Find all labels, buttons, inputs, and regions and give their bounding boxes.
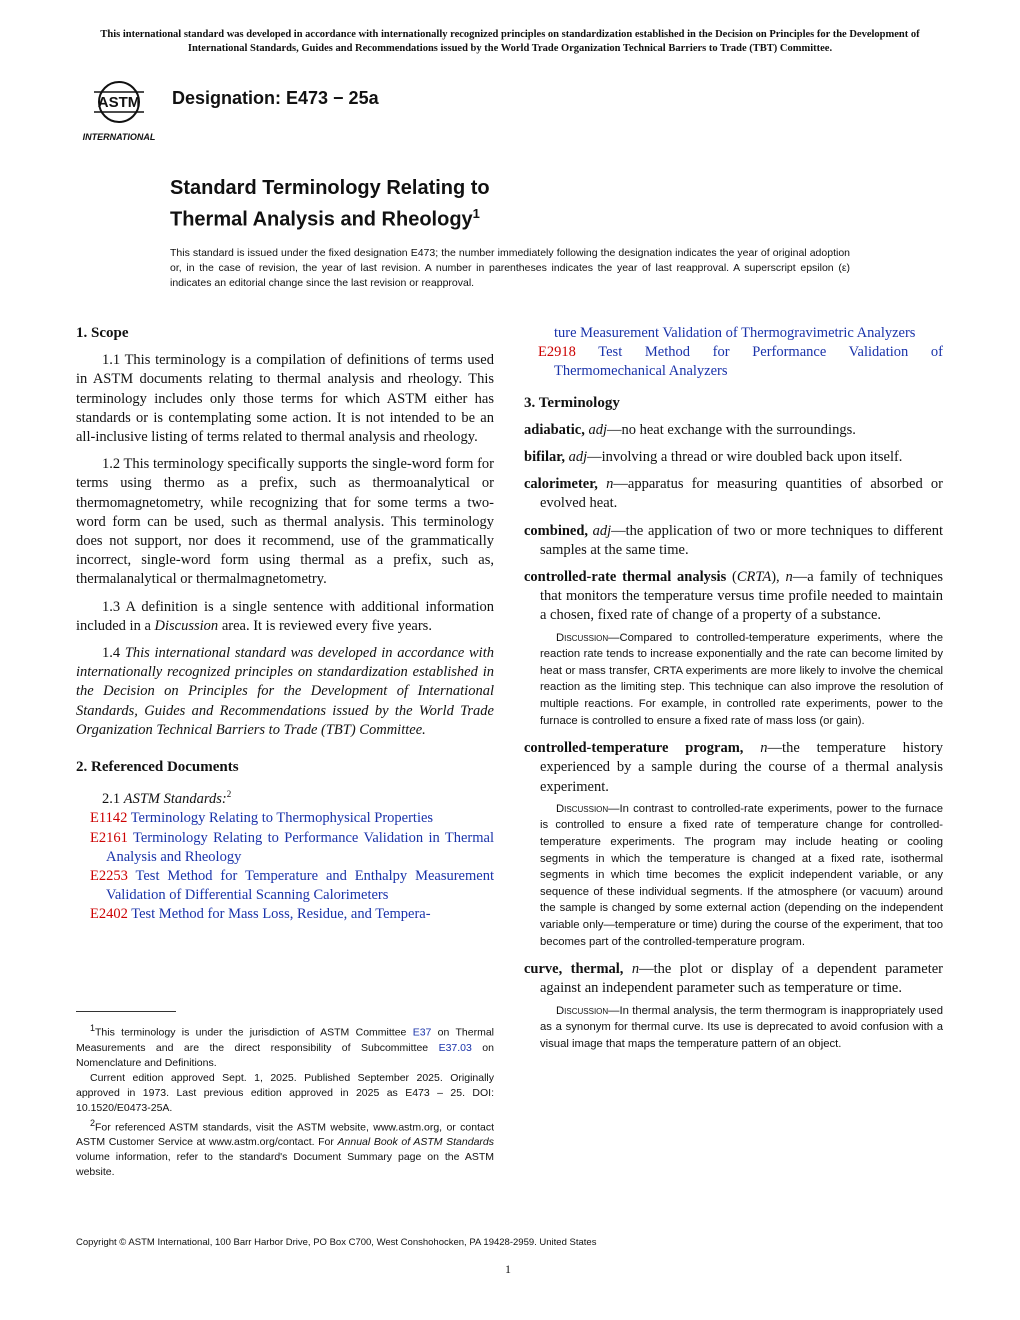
title-line-2: Thermal Analysis and Rheology$^1$ xyxy=(170,206,480,231)
issuance-note: This standard is issued under the fixed designation E473; the number immediately following the designation indicates the year of original adoption or, in the case of revision, the year of last revision. A number in parentheses indicates the year of last reapproval. A superscript epsilon (ε) indicates an editorial change since the last revision or reapproval. xyxy=(170,247,850,289)
ref-e2402-cont[interactable]: ture Measurement Validation of Thermogravimetric Analyzers xyxy=(554,325,916,341)
ref-e2161[interactable]: E2161 Terminology Relating to Performance Validation in Thermal Analysis and Rheology xyxy=(90,829,494,865)
term-bifilar: bifilar, adj—involving a thread or wire doubled back upon itself. xyxy=(524,449,903,466)
ref-e2402[interactable]: E2402 Test Method for Mass Loss, Residue, and Tempera- xyxy=(90,906,431,923)
footnote-1: $^1$This terminology is under the jurisdiction of ASTM Committee E37 on Thermal Measurements and are the direct responsibility of Subcommittee E37.03 on Nomenclature and Definitions. xyxy=(76,1023,494,1069)
refdocs-2-1: 2.1 ASTM Standards:$^2$ xyxy=(102,789,232,808)
scope-1-4: 1.4 This international standard was developed in accordance with internationally recognized principles on standardization established in the Decision on Principles for the Development of International Standards, Guides and Recommendations issued by the World Trade Organization Technical Barriers to Trade (TBT) Committee. xyxy=(76,645,494,738)
astm-logo xyxy=(76,74,162,144)
terminology-heading: 3. Terminology xyxy=(524,394,620,411)
scope-1-1: 1.1 This terminology is a compilation of definitions of terms used in ASTM documents relating to thermal analysis and rheology. This terminology includes only those terms for which ASTM either has standards or is contemplating some action. It is not intended to be an all-inclusive listing of terms related to thermal analysis and rheology. xyxy=(76,352,494,446)
scope-1-2: 1.2 This terminology specifically supports the single-word form for terms using thermo as a prefix, such as thermoanalytical or thermomagnetometry, while recognizing that for some terms a two-word form can be used, such as thermal analysis. This terminology does not support, nor does it recommend, use of the grammatically incorrect, single-word form using thermal as a prefix, such as, thermalanalytical or thermalmagnetometry. xyxy=(76,456,494,588)
footnote-rule xyxy=(76,1011,176,1012)
footnote-2: $^2$For referenced ASTM standards, visit the ASTM website, www.astm.org, or contact ASTM Customer Service at www.astm.org/contact. For Annual Book of ASTM Standards volume information, refer to the standard's Document Summary page on the ASTM website. xyxy=(76,1117,494,1178)
logo-text: ASTM xyxy=(97,94,141,111)
title-line-1: Standard Terminology Relating to xyxy=(170,177,490,199)
scope-1-3: 1.3 A definition is a single sentence with additional information included in a Discussion area. It is reviewed every five years. xyxy=(76,598,494,634)
ref-e2918[interactable]: E2918 Test Method for Performance Validation of Thermomechanical Analyzers xyxy=(538,344,943,380)
right-column xyxy=(524,324,943,1062)
term-curve-thermal: curve, thermal, n—the plot or display of a dependent parameter against an independent parameter such as temperature or time. xyxy=(524,961,944,997)
term-adiabatic: adiabatic, adj—no heat exchange with the surroundings. xyxy=(524,421,856,438)
footnotes xyxy=(76,1021,494,1180)
tbt-banner: This international standard was developed in accordance with internationally recognized principles on standardization established in the Decision on Principles for the Development of International Standards, Guides and Recommendations issued by the World Trade Organization Technical Barriers to Trade (TBT) Committee. xyxy=(100,29,920,54)
discussion-crta: Discussion—Compared to controlled-temperature experiments, where the reaction rate tends to increase exponentially and the rate can become limited by heat or mass transfer, CRTA experiments are more likely to involve the chemical reaction as the limiting step. This technique can also improve the resolution of multiple reactions. For example, in controlled rate experiments, power to the furnace is controlled to ensure a fixed rate of mass loss (or gain). xyxy=(540,631,943,727)
term-calorimeter: calorimeter, n—apparatus for measuring quantities of absorbed or evolved heat. xyxy=(524,476,944,512)
refdocs-heading: 2. Referenced Documents xyxy=(76,759,239,776)
term-controlled-temperature-program: controlled-temperature program, n—the temperature history experienced by a sample during the course of a thermal analysis experiment. xyxy=(524,740,944,795)
copyright: Copyright © ASTM International, 100 Barr Harbor Drive, PO Box C700, West Conshohocken, PA 19428-2959. United States xyxy=(76,1237,597,1248)
scope-heading: 1. Scope xyxy=(76,325,129,341)
designation: Designation: E473 − 25a xyxy=(172,88,379,108)
page-number: 1 xyxy=(505,1262,511,1276)
term-crta: controlled-rate thermal analysis (CRTA), n—a family of techniques that monitors the temperature versus time profile needed to maintain a chosen, fixed rate of change of a property of a substance. xyxy=(524,569,943,624)
footnote-edition: Current edition approved Sept. 1, 2025. Published September 2025. Originally approved in 1973. Last previous edition approved in 2025 as E473 – 25. DOI: 10.1520/E0473-25A. xyxy=(76,1071,494,1114)
ref-e1142[interactable]: E1142 Terminology Relating to Thermophysical Properties xyxy=(90,810,434,827)
discussion-curve-thermal: Discussion—In thermal analysis, the term thermogram is inappropriately used as a synonym for thermal curve. Its use is deprecated to avoid confusion with a visual image that maps the temperature pattern of an object. xyxy=(540,1004,943,1050)
discussion-controlled-temperature-program: Discussion—In contrast to controlled-rate experiments, power to the furnace is controlled to ensure a fixed rate of temperature change for controlled-temperature experiments. The program may include heating or cooling segments in which the temperature is changed at a fixed rate, isothermal segments in which time becomes the explicit independent variable, or any sequence of these individual segments. If the atmosphere (or vacuum) around the sample is changed by some external action (depending on the independent variable only—temperature or time) during the course of the experiment, that too becomes part of the controlled-temperature program. xyxy=(540,802,943,948)
link-e37[interactable]: E37 xyxy=(412,1026,432,1039)
ref-e2253[interactable]: E2253 Test Method for Temperature and Enthalpy Measurement Validation of Differential Scanning Calorimeters xyxy=(90,867,494,904)
term-combined: combined, adj—the application of two or more techniques to different samples at the same time. xyxy=(524,522,944,558)
title-footnote-mark: 1 xyxy=(472,206,480,221)
link-e37-03[interactable]: E37.03 xyxy=(438,1041,472,1054)
logo-subtitle: INTERNATIONAL xyxy=(82,132,156,142)
left-column xyxy=(76,324,494,925)
document-title xyxy=(170,175,490,233)
